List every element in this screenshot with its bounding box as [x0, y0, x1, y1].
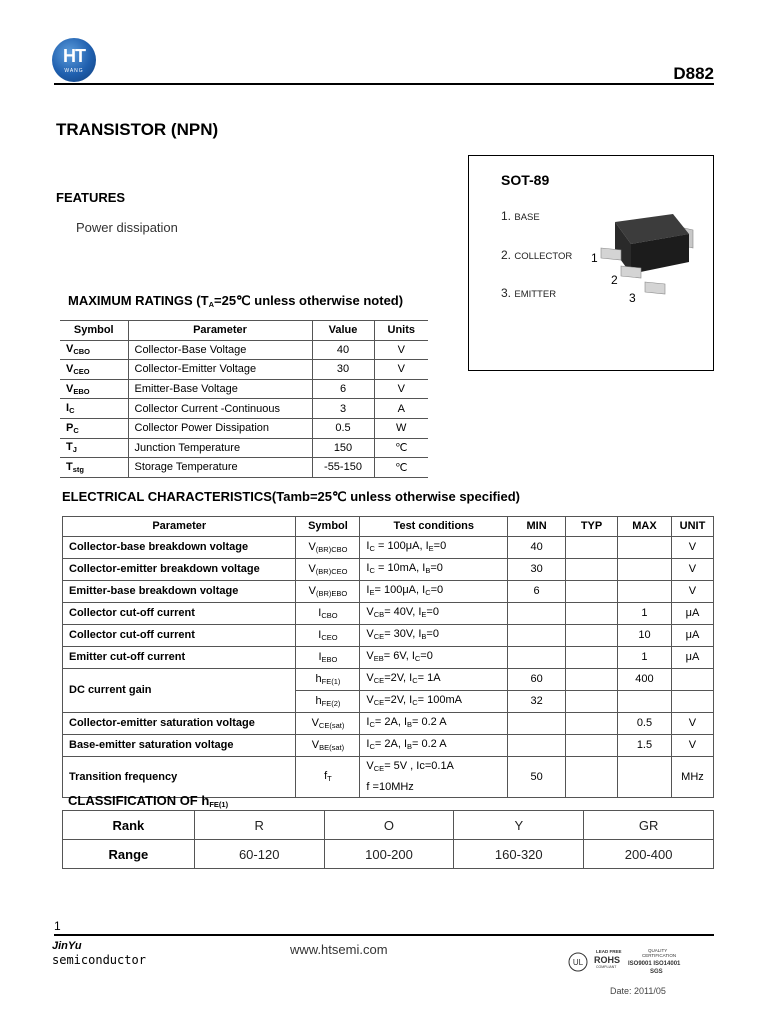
symbol-cell: [296, 756, 360, 797]
column-header: Parameter: [128, 321, 312, 341]
sot89-package-illustration: [587, 204, 703, 308]
unit-cell: μA: [671, 602, 713, 624]
range-cell: 100-200: [324, 840, 454, 869]
parameter-cell: Emitter-base breakdown voltage: [63, 580, 296, 602]
parameter-cell: Storage Temperature: [128, 458, 312, 478]
parameter-cell: Collector-base breakdown voltage: [63, 536, 296, 558]
value-cell: 6: [312, 379, 374, 399]
symbol-subscript: FE(2): [321, 698, 341, 708]
max-cell: 1: [618, 602, 672, 624]
footer-divider: [54, 934, 714, 936]
unit-cell: [671, 690, 713, 712]
rank-cell: R: [194, 811, 324, 840]
typ-cell: [566, 668, 618, 690]
website-link[interactable]: www.htsemi.com: [290, 942, 388, 957]
symbol-cell: [296, 558, 360, 580]
symbol-subscript: CBO: [73, 347, 91, 357]
symbol-subscript: C: [73, 425, 79, 435]
unit-cell: A: [374, 399, 428, 419]
unit-cell: V: [374, 340, 428, 360]
table-row: [60, 458, 428, 478]
max-cell: 0.5: [618, 712, 672, 734]
parameter-cell: Emitter cut-off current: [63, 646, 296, 668]
document-title: TRANSISTOR (NPN): [56, 120, 219, 139]
symbol-subscript: FE(1): [321, 676, 341, 686]
max-cell: [618, 536, 672, 558]
symbol: I: [318, 628, 322, 641]
max-ratings-table: [60, 320, 428, 478]
unit-cell: μA: [671, 646, 713, 668]
symbol-cell: [296, 646, 360, 668]
min-cell: 32: [508, 690, 566, 712]
value-cell: 3: [312, 399, 374, 419]
column-header: TYP: [566, 517, 618, 537]
electrical-characteristics-heading: ELECTRICAL CHARACTERISTICS(Tamb=25℃ unless otherwise specified): [62, 489, 521, 504]
symbol-subscript: (BR)EBO: [315, 588, 348, 598]
parameter-cell: Collector cut-off current: [63, 602, 296, 624]
symbol: T: [66, 441, 73, 454]
table-header-row: [60, 321, 428, 341]
range-label: Range: [63, 840, 195, 869]
symbol-subscript: CBO: [321, 610, 338, 620]
pin-2-label: [501, 248, 572, 262]
symbol-subscript: EBO: [73, 386, 90, 396]
typ-cell: [566, 624, 618, 646]
value-cell: 40: [312, 340, 374, 360]
company-logo: [52, 38, 96, 82]
pin-number: 2.: [501, 248, 512, 262]
cert-certification: CERTIFICATION: [642, 953, 677, 958]
max-cell: 1: [618, 646, 672, 668]
header-divider: [54, 83, 714, 85]
unit-cell: V: [671, 558, 713, 580]
unit-cell: V: [374, 379, 428, 399]
features-heading: FEATURES: [56, 190, 126, 205]
condition-cell: $V_{CE}=2V$, $I_C= 1A$: [360, 668, 508, 690]
parameter-cell: Collector Power Dissipation: [128, 418, 312, 438]
parameter-cell: Base-emitter saturation voltage: [63, 734, 296, 756]
column-header: Units: [374, 321, 428, 341]
min-cell: [508, 712, 566, 734]
package-box: [468, 155, 714, 371]
table-header-row: [63, 517, 714, 537]
typ-cell: [566, 558, 618, 580]
symbol: h: [315, 672, 322, 685]
heading-text: CLASSIFICATION OF h: [68, 793, 210, 808]
table-row: [63, 712, 714, 734]
table-row: [63, 580, 714, 602]
condition-cell: $I_E= 100\mu A$, $I_C=0$: [360, 580, 508, 602]
symbol: V: [66, 382, 74, 395]
symbol: V: [66, 343, 74, 356]
table-row: [60, 379, 428, 399]
unit-cell: V: [374, 360, 428, 380]
symbol-subscript: (BR)CBO: [315, 544, 348, 554]
table-row: [63, 756, 714, 797]
features-text: Power dissipation: [76, 220, 178, 235]
symbol-cell: [296, 668, 360, 690]
heading-text: MAXIMUM RATINGS (T: [68, 293, 209, 308]
value-cell: 150: [312, 438, 374, 458]
range-cell: 60-120: [194, 840, 324, 869]
classification-heading: [68, 793, 228, 809]
symbol: V: [311, 738, 320, 751]
heading-subscript: A: [208, 300, 214, 309]
symbol-cell: [296, 690, 360, 712]
max-cell: [618, 756, 672, 797]
table-row: [63, 624, 714, 646]
condition-cell: $V_{CE}= 30V$, $I_B=0$: [360, 624, 508, 646]
symbol-cell: [60, 418, 128, 438]
symbol-subscript: CEO: [321, 632, 338, 642]
table-row: [60, 399, 428, 419]
max-ratings-heading: [68, 293, 403, 309]
column-header: Test conditions: [360, 517, 508, 537]
typ-cell: [566, 690, 618, 712]
condition-cell: $I_C = 100\mu A$, $I_E=0$: [360, 536, 508, 558]
parameter-cell: Collector cut-off current: [63, 624, 296, 646]
max-cell: [618, 580, 672, 602]
symbol: V: [311, 716, 319, 729]
condition-cell: [360, 756, 508, 797]
ul-mark-text: UL: [572, 958, 584, 967]
cert-rohs: ROHS: [594, 955, 621, 965]
unit-cell: W: [374, 418, 428, 438]
table-row: [63, 602, 714, 624]
condition-cell: $V_{EB}= 6V$, $I_C=0$: [360, 646, 508, 668]
page-number: 1: [54, 919, 61, 933]
pin-name: BASE: [514, 212, 540, 223]
typ-cell: [566, 580, 618, 602]
pin-3-label: [501, 286, 556, 300]
condition-cell: $V_{CE}=2V$, $I_C= 100mA$: [360, 690, 508, 712]
symbol-subscript: T: [327, 774, 332, 784]
pin-number: 1.: [501, 209, 512, 223]
symbol-subscript: EBO: [321, 654, 338, 664]
symbol: P: [66, 421, 74, 434]
min-cell: [508, 646, 566, 668]
symbol: V: [308, 562, 316, 575]
parameter-cell: Collector-Emitter Voltage: [128, 360, 312, 380]
electrical-characteristics-table: [62, 516, 714, 798]
table-row: [60, 340, 428, 360]
symbol-cell: [60, 360, 128, 380]
package-pin-1-label: 1: [591, 251, 598, 265]
column-header: MIN: [508, 517, 566, 537]
table-row: [60, 360, 428, 380]
unit-cell: [671, 668, 713, 690]
symbol-cell: [296, 602, 360, 624]
symbol: V: [66, 362, 74, 375]
heading-text: =25℃ unless otherwise noted): [214, 293, 404, 308]
max-cell: 10: [618, 624, 672, 646]
unit-cell: MHz: [671, 756, 713, 797]
rank-row: [63, 811, 714, 840]
parameter-cell: Junction Temperature: [128, 438, 312, 458]
symbol-cell: [296, 712, 360, 734]
logo-subtext: WANG: [64, 68, 84, 74]
condition-cell: $V_{CB}= 40V$, $I_E=0$: [360, 602, 508, 624]
cert-iso: ISO9001 ISO14001: [628, 961, 681, 967]
unit-cell: V: [671, 712, 713, 734]
range-cell: 200-400: [584, 840, 714, 869]
classification-table: [62, 810, 714, 869]
table-row: [60, 438, 428, 458]
max-cell: 400: [618, 668, 672, 690]
symbol-subscript: BE(sat): [319, 742, 345, 752]
pin-name: EMITTER: [514, 289, 557, 300]
unit-cell: V: [671, 536, 713, 558]
min-cell: 40: [508, 536, 566, 558]
typ-cell: [566, 646, 618, 668]
symbol-subscript: J: [72, 445, 77, 455]
logo-text: HT: [63, 46, 85, 66]
symbol-subscript: CEO: [73, 366, 90, 376]
symbol-cell: [60, 399, 128, 419]
rank-cell: Y: [454, 811, 584, 840]
package-title: SOT-89: [501, 172, 550, 188]
symbol: T: [66, 460, 73, 473]
column-header: Parameter: [63, 517, 296, 537]
cert-sgs: SGS: [650, 969, 663, 975]
symbol: f: [324, 770, 328, 783]
typ-cell: [566, 734, 618, 756]
parameter-cell: Collector-emitter breakdown voltage: [63, 558, 296, 580]
symbol-cell: [296, 734, 360, 756]
column-header: Value: [312, 321, 374, 341]
pin-number: 3.: [501, 286, 512, 300]
typ-cell: [566, 536, 618, 558]
rank-label: Rank: [63, 811, 195, 840]
min-cell: [508, 624, 566, 646]
value-cell: -55-150: [312, 458, 374, 478]
column-header: UNIT: [671, 517, 713, 537]
rank-cell: O: [324, 811, 454, 840]
table-row: [63, 558, 714, 580]
cert-quality: QUALITY: [648, 948, 668, 953]
typ-cell: [566, 756, 618, 797]
range-cell: 160-320: [454, 840, 584, 869]
min-cell: 60: [508, 668, 566, 690]
parameter-cell: DC current gain: [63, 668, 296, 712]
symbol-cell: [60, 340, 128, 360]
unit-cell: ℃: [374, 458, 428, 478]
symbol-cell: [60, 379, 128, 399]
column-header: Symbol: [296, 517, 360, 537]
max-cell: [618, 558, 672, 580]
max-cell: [618, 690, 672, 712]
condition-line: $V_{CE}= 5V$ , Ic=0.1A: [366, 759, 454, 773]
symbol-subscript: C: [69, 406, 75, 416]
symbol: V: [308, 584, 316, 597]
column-header: MAX: [618, 517, 672, 537]
min-cell: 50: [508, 756, 566, 797]
condition-cell: $I_C= 2A$, $I_B= 0.2$ A: [360, 734, 508, 756]
table-row: [63, 734, 714, 756]
symbol-cell: [296, 624, 360, 646]
parameter-cell: Transition frequency: [63, 756, 296, 797]
parameter-cell: Collector-Base Voltage: [128, 340, 312, 360]
symbol-subscript: stg: [72, 464, 84, 474]
parameter-cell: Emitter-Base Voltage: [128, 379, 312, 399]
parameter-cell: Collector Current -Continuous: [128, 399, 312, 419]
table-row: [63, 668, 714, 690]
max-cell: 1.5: [618, 734, 672, 756]
package-pin-3-label: 3: [629, 291, 636, 305]
symbol: I: [66, 402, 70, 415]
part-number: D882: [673, 64, 714, 83]
symbol-cell: [60, 458, 128, 478]
value-cell: 30: [312, 360, 374, 380]
unit-cell: V: [671, 580, 713, 602]
pin-1-label: [501, 209, 540, 223]
table-row: [60, 418, 428, 438]
unit-cell: ℃: [374, 438, 428, 458]
revision-date: Date: 2011/05: [610, 986, 666, 996]
company-name: JinYu: [52, 940, 82, 952]
symbol-subscript: CE(sat): [318, 720, 345, 730]
symbol-cell: [60, 438, 128, 458]
min-cell: 6: [508, 580, 566, 602]
symbol-cell: [296, 536, 360, 558]
heading-subscript: FE(1): [209, 800, 229, 809]
condition-line: f =10MHz: [366, 780, 414, 793]
condition-cell: $I_C = 10mA$, $I_B=0$: [360, 558, 508, 580]
company-subname: semiconductor: [52, 953, 146, 967]
symbol: I: [318, 650, 322, 663]
typ-cell: [566, 712, 618, 734]
condition-cell: $I_C= 2A$, $I_B= 0.2$ A: [360, 712, 508, 734]
unit-cell: V: [671, 734, 713, 756]
parameter-cell: Collector-emitter saturation voltage: [63, 712, 296, 734]
table-row: [63, 646, 714, 668]
package-pin-2-label: 2: [611, 273, 618, 287]
cert-compliant: COMPLIANT: [596, 965, 617, 969]
range-row: [63, 840, 714, 869]
column-header: Symbol: [60, 321, 128, 341]
rank-cell: GR: [584, 811, 714, 840]
table-row: [63, 536, 714, 558]
unit-cell: μA: [671, 624, 713, 646]
typ-cell: [566, 602, 618, 624]
min-cell: [508, 734, 566, 756]
symbol: I: [318, 606, 322, 619]
pin-name: COLLECTOR: [514, 251, 573, 262]
symbol-subscript: (BR)CEO: [315, 566, 348, 576]
symbol-cell: [296, 580, 360, 602]
symbol: h: [315, 694, 322, 707]
cert-lead-free: LEAD FREE: [596, 949, 622, 954]
value-cell: 0.5: [312, 418, 374, 438]
min-cell: 30: [508, 558, 566, 580]
symbol: V: [308, 540, 316, 553]
certification-logos: [568, 946, 708, 976]
min-cell: [508, 602, 566, 624]
